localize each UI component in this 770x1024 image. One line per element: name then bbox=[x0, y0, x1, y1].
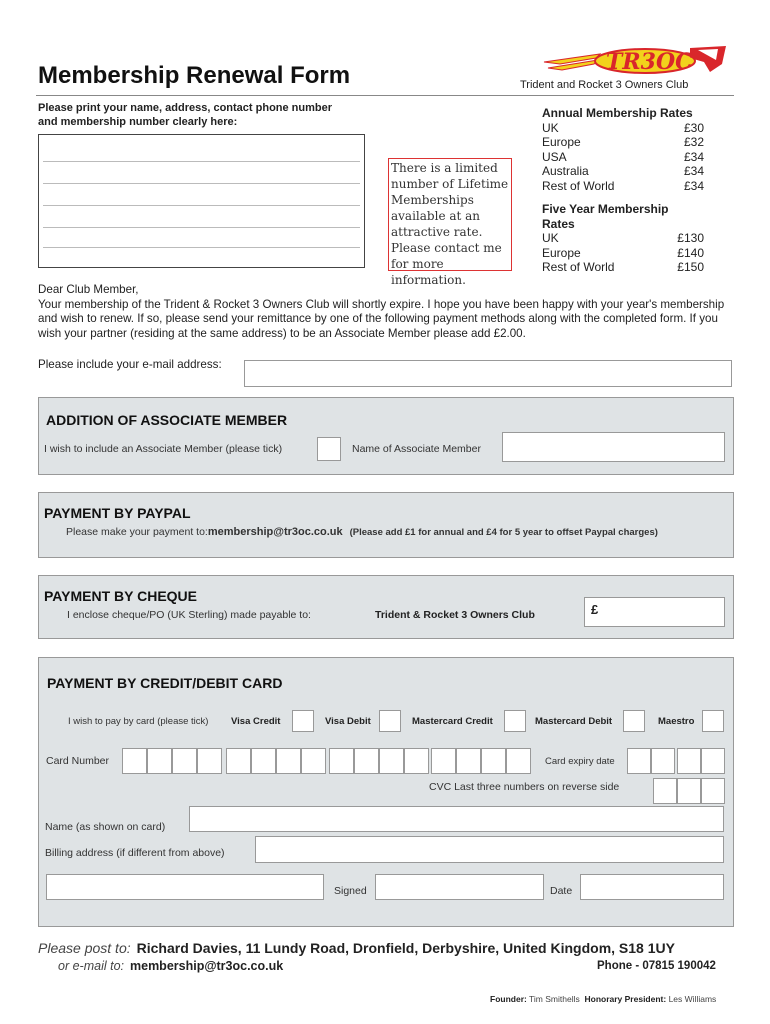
details-line bbox=[43, 247, 360, 248]
address-text: Richard Davies, 11 Lundy Road, Dronfield, Derbyshire, United Kingdom, S18 1UY bbox=[136, 940, 675, 956]
card-digit-box[interactable] bbox=[404, 748, 429, 774]
lifetime-membership-note: There is a limited number of Lifetime Memberships available at an attractive rate. Please contact me for more information. bbox=[388, 158, 512, 271]
card-digit-box[interactable] bbox=[122, 748, 147, 774]
date-input[interactable] bbox=[580, 874, 724, 900]
expiry-digit-box[interactable] bbox=[651, 748, 675, 774]
cvc-digit-box[interactable] bbox=[653, 778, 677, 804]
contact-email[interactable]: membership@tr3oc.co.uk bbox=[130, 959, 284, 973]
card-digit-box[interactable] bbox=[276, 748, 301, 774]
founder-credit: Founder: Tim Smithells Honorary President: Les Williams bbox=[490, 994, 717, 1004]
card-type-label: Mastercard Credit bbox=[412, 716, 493, 727]
rate-row: Australia £34 bbox=[542, 164, 704, 178]
mastercard-debit-checkbox[interactable] bbox=[623, 710, 645, 732]
cheque-instruction: I enclose cheque/PO (UK Sterling) made payable to: bbox=[67, 609, 311, 621]
renewal-letter bbox=[38, 283, 738, 341]
expiry-digit-box[interactable] bbox=[627, 748, 651, 774]
cvc-digit-box[interactable] bbox=[677, 778, 701, 804]
rate-row: Rest of World £34 bbox=[542, 178, 704, 193]
card-digit-box[interactable] bbox=[431, 748, 456, 774]
post-label: Please post to: bbox=[38, 940, 131, 956]
rates-table bbox=[542, 106, 732, 275]
card-type-label: Visa Debit bbox=[325, 716, 371, 727]
card-digit-box[interactable] bbox=[301, 748, 326, 774]
card-type-label: Visa Credit bbox=[231, 716, 281, 727]
visa-credit-checkbox[interactable] bbox=[292, 710, 314, 732]
associate-name-input[interactable] bbox=[502, 432, 725, 462]
paypal-title: PAYMENT BY PAYPAL bbox=[44, 505, 191, 521]
card-number-label: Card Number bbox=[46, 755, 110, 767]
rate-row: UK £30 bbox=[542, 120, 704, 135]
cheque-amount-input[interactable] bbox=[584, 597, 725, 627]
date-label: Date bbox=[550, 885, 573, 897]
details-line bbox=[43, 161, 360, 162]
card-digit-box[interactable] bbox=[354, 748, 379, 774]
billing-address-input[interactable] bbox=[255, 836, 724, 863]
page-title: Membership Renewal Form bbox=[38, 62, 351, 89]
associate-checkbox[interactable] bbox=[317, 437, 341, 461]
paypal-instruction: Please make your payment to:membership@tr3oc.co.uk (Please add £1 for annual and £4 for 5 year to offset Paypal charges) bbox=[66, 526, 658, 538]
paypal-note: (Please add £1 for annual and £4 for 5 year to offset Paypal charges) bbox=[349, 527, 658, 538]
associate-title: ADDITION OF ASSOCIATE MEMBER bbox=[46, 412, 288, 428]
letter-greeting: Dear Club Member, bbox=[38, 283, 139, 296]
maestro-checkbox[interactable] bbox=[702, 710, 724, 732]
email-label: Please include your e-mail address: bbox=[38, 358, 222, 371]
annual-rates-title: Annual Membership Rates bbox=[542, 106, 693, 120]
card-digit-box[interactable] bbox=[481, 748, 506, 774]
cvc-label: CVC Last three numbers on reverse side bbox=[429, 781, 620, 793]
phone-number: Phone - 07815 190042 bbox=[597, 960, 716, 972]
card-title: PAYMENT BY CREDIT/DEBIT CARD bbox=[47, 675, 283, 691]
club-logo bbox=[540, 44, 732, 78]
member-details-box[interactable] bbox=[38, 134, 365, 268]
billing-address-label: Billing address (if different from above) bbox=[45, 847, 225, 859]
rate-row: Europe £140 bbox=[542, 245, 704, 260]
rate-row: Rest of World £150 bbox=[542, 260, 704, 274]
card-digit-box[interactable] bbox=[251, 748, 276, 774]
signature-input[interactable] bbox=[375, 874, 544, 900]
currency-symbol: £ bbox=[591, 602, 599, 617]
cheque-payee: Trident & Rocket 3 Owners Club bbox=[375, 609, 535, 621]
associate-panel bbox=[38, 397, 734, 475]
visa-debit-checkbox[interactable] bbox=[379, 710, 401, 732]
card-panel bbox=[38, 657, 734, 927]
card-name-label: Name (as shown on card) bbox=[45, 821, 166, 833]
card-digit-box[interactable] bbox=[329, 748, 354, 774]
expiry-digit-box[interactable] bbox=[701, 748, 725, 774]
card-expiry-label: Card expiry date bbox=[545, 756, 615, 767]
mastercard-credit-checkbox[interactable] bbox=[504, 710, 526, 732]
card-digit-box[interactable] bbox=[226, 748, 251, 774]
email-contact-label: or e-mail to: bbox=[58, 959, 124, 973]
details-line bbox=[43, 227, 360, 228]
post-address bbox=[38, 940, 675, 956]
details-line bbox=[43, 205, 360, 206]
card-type-label: Mastercard Debit bbox=[535, 716, 613, 727]
cheque-title: PAYMENT BY CHEQUE bbox=[44, 588, 197, 604]
five-year-rates-title: Five Year Membership Rates bbox=[542, 202, 669, 231]
cvc-digit-box[interactable] bbox=[701, 778, 725, 804]
email-contact bbox=[58, 959, 283, 973]
expiry-digit-box[interactable] bbox=[677, 748, 701, 774]
card-type-label: Maestro bbox=[658, 716, 695, 727]
card-extra-input[interactable] bbox=[46, 874, 324, 900]
rate-row: USA £34 bbox=[542, 149, 704, 164]
club-name: Trident and Rocket 3 Owners Club bbox=[520, 79, 689, 91]
logo-text: TR3OC bbox=[606, 49, 693, 75]
letter-body: Your membership of the Trident & Rocket 3 Owners Club will shortly expire. I hope you have been happy with your year's membership and wish to renew. If so, please send your remittance by one of the following payment methods along with the completed form. If you wish your partner (residing at the same address) to be an Associate Member please add £2.00. bbox=[38, 297, 725, 340]
paypal-panel bbox=[38, 492, 734, 558]
signed-label: Signed bbox=[334, 885, 367, 897]
associate-name-label: Name of Associate Member bbox=[352, 443, 481, 455]
card-digit-box[interactable] bbox=[506, 748, 531, 774]
rate-row: UK £130 bbox=[542, 231, 704, 245]
card-digit-box[interactable] bbox=[197, 748, 222, 774]
card-name-input[interactable] bbox=[189, 806, 724, 832]
email-input[interactable] bbox=[244, 360, 732, 387]
card-tick-label: I wish to pay by card (please tick) bbox=[68, 716, 209, 727]
card-digit-box[interactable] bbox=[147, 748, 172, 774]
associate-tick-label: I wish to include an Associate Member (please tick) bbox=[44, 443, 283, 455]
header-divider bbox=[36, 95, 734, 96]
card-digit-box[interactable] bbox=[172, 748, 197, 774]
instructions: Please print your name, address, contact phone number and membership number clearly here: bbox=[38, 102, 333, 128]
details-line bbox=[43, 183, 360, 184]
cheque-panel bbox=[38, 575, 734, 639]
paypal-email: membership@tr3oc.co.uk bbox=[207, 526, 343, 538]
rate-row: Europe £32 bbox=[542, 135, 704, 149]
card-digit-box[interactable] bbox=[456, 748, 481, 774]
card-digit-box[interactable] bbox=[379, 748, 404, 774]
